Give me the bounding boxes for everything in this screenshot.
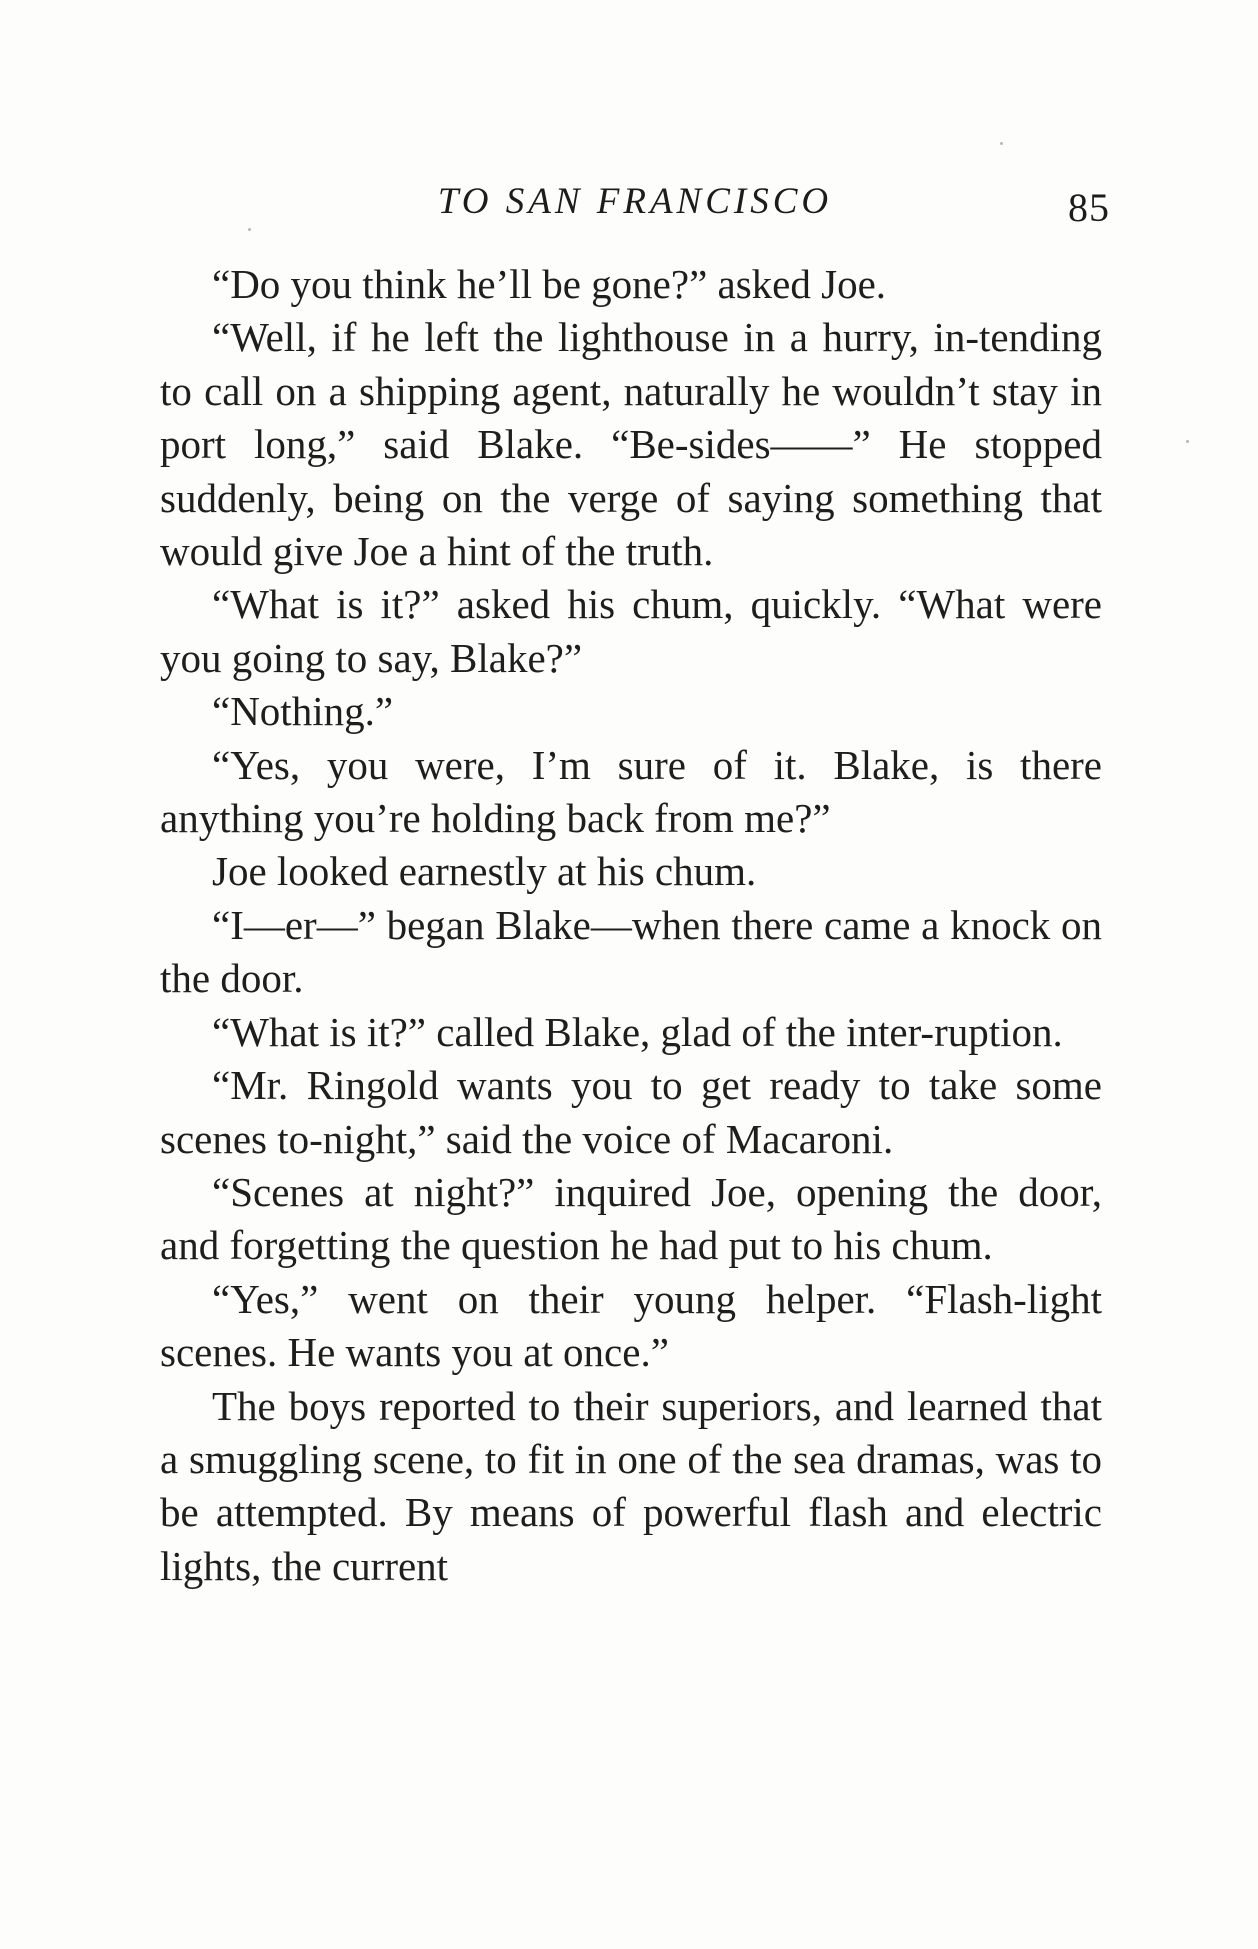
paragraph-2: “Well, if he left the lighthouse in a hurry, in-tending to call on a shipping agent, naturally he wouldn’t stay in port long,” said Blake. “Be-sides——” He stopped suddenly, being on the verge of saying something that would give Joe a hint of the truth. bbox=[160, 314, 1102, 575]
paper-speck bbox=[248, 228, 251, 231]
paragraph-7: “I—er—” began Blake—when there came a knock on the door. bbox=[160, 901, 1102, 1002]
paragraph-12: The boys reported to their superiors, and learned that a smuggling scene, to fit in one of the sea dramas, was to be attempted. By means of powerful flash and electric lights, the current bbox=[160, 1382, 1102, 1589]
paragraph-6: Joe looked earnestly at his chum. bbox=[212, 848, 757, 895]
paper-speck bbox=[1186, 440, 1189, 443]
paragraph-5: “Yes, you were, I’m sure of it. Blake, is there anything you’re holding back from me?” bbox=[160, 741, 1102, 842]
paragraph-1: “Do you think he’ll be gone?” asked Joe. bbox=[212, 261, 887, 307]
paragraph-9: “Mr. Ringold wants you to get ready to take some scenes to-night,” said the voice of Macaroni. bbox=[160, 1062, 1102, 1162]
body-text bbox=[160, 258, 1102, 1593]
paragraph-10: “Scenes at night?” inquired Joe, opening the door, and forgetting the question he had put to his chum. bbox=[160, 1168, 1102, 1269]
page-number: 85 bbox=[1068, 185, 1110, 230]
paragraph-3: “What is it?” asked his chum, quickly. “What were you going to say, Blake?” bbox=[160, 581, 1102, 681]
paragraph-11: “Yes,” went on their young helper. “Flash-light scenes. He wants you at once.” bbox=[160, 1275, 1102, 1376]
paragraph-8: “What is it?” called Blake, glad of the inter-ruption. bbox=[212, 1008, 1063, 1055]
paper-speck bbox=[1000, 142, 1003, 145]
page-header bbox=[160, 180, 1110, 250]
paragraph-4: “Nothing.” bbox=[212, 688, 394, 735]
running-title: TO SAN FRANCISCO bbox=[437, 181, 833, 222]
